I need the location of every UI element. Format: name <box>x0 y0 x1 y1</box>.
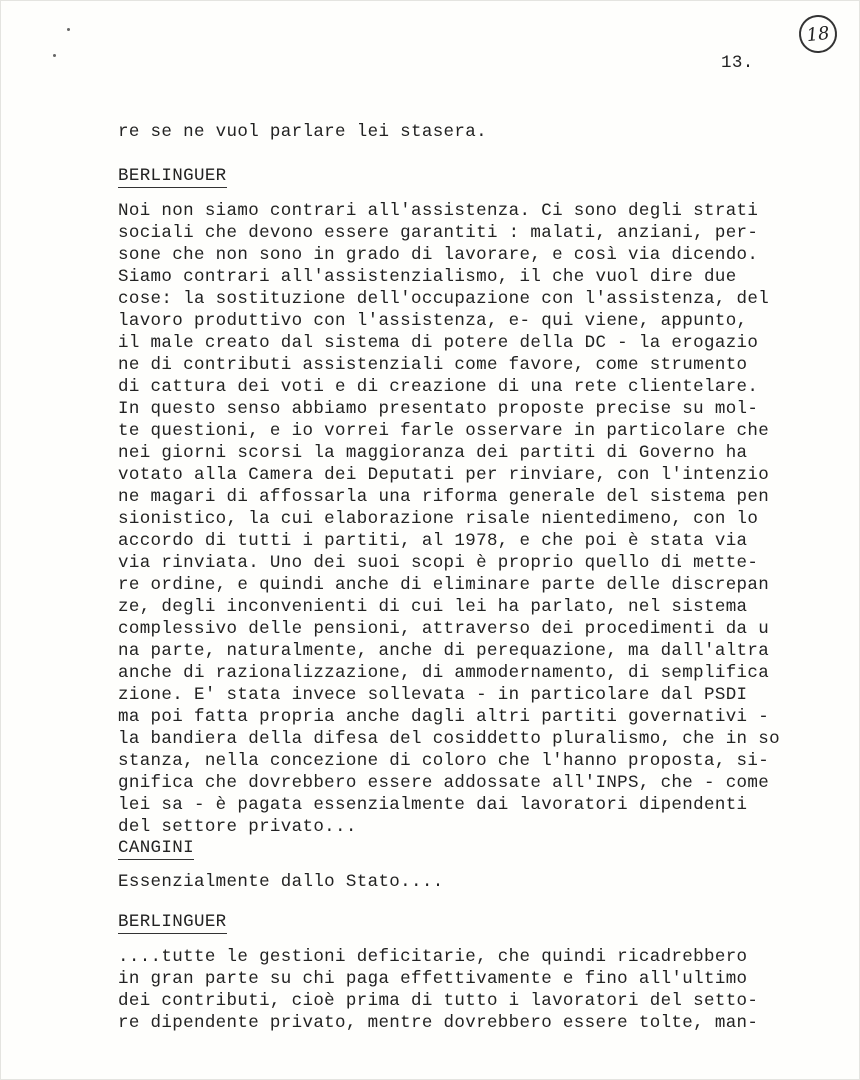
text-line: la bandiera della difesa del cosiddetto pluralismo, che in so <box>118 729 780 749</box>
text-line: Noi non siamo contrari all'assistenza. Ci sono degli strati <box>118 201 759 221</box>
speck <box>53 54 56 57</box>
stamp-number: 18 <box>805 22 831 46</box>
speaker-label: BERLINGUER <box>118 166 227 186</box>
text-line: nei giorni scorsi la maggioranza dei partiti di Governo ha <box>118 443 748 463</box>
opening-line: re se ne vuol parlare lei stasera. <box>118 122 487 142</box>
speaker-label: CANGINI <box>118 838 194 858</box>
text-line: ne magari di affossarla una riforma generale del sistema pen <box>118 487 770 507</box>
page-number: 13. <box>721 53 754 73</box>
text-line: Essenzialmente dallo Stato.... <box>118 872 444 892</box>
text-line: te questioni, e io vorrei farle osservare in particolare che <box>118 421 770 441</box>
text-line: dei contributi, cioè prima di tutto i lavoratori del setto- <box>118 991 759 1011</box>
text-line: ne di contributi assistenziali come favore, come strumento <box>118 355 748 375</box>
text-line: il male creato dal sistema di potere della DC - la erogazio <box>118 333 759 353</box>
text-line: del settore privato... <box>118 817 357 837</box>
text-line: re dipendente privato, mentre dovrebbero essere tolte, man- <box>118 1013 759 1033</box>
text-line: complessivo delle pensioni, attraverso dei procedimenti da u <box>118 619 770 639</box>
speck <box>67 28 70 31</box>
text-line: via rinviata. Uno dei suoi scopi è proprio quello di mette- <box>118 553 759 573</box>
text-line: stanza, nella concezione di coloro che l'hanno proposta, si- <box>118 751 770 771</box>
text-line: accordo di tutti i partiti, al 1978, e che poi è stata via <box>118 531 748 551</box>
text-line: cose: la sostituzione dell'occupazione con l'assistenza, del <box>118 289 770 309</box>
text-line: na parte, naturalmente, anche di perequazione, ma dall'altra <box>118 641 770 661</box>
text-line: zione. E' stata invece sollevata - in particolare dal PSDI <box>118 685 748 705</box>
text-line: sociali che devono essere garantiti : malati, anziani, per- <box>118 223 759 243</box>
text-line: in gran parte su chi paga effettivamente e fino all'ultimo <box>118 969 748 989</box>
text-line: lei sa - è pagata essenzialmente dai lavoratori dipendenti <box>118 795 748 815</box>
text-line: ....tutte le gestioni deficitarie, che quindi ricadrebbero <box>118 947 748 967</box>
text-line: di cattura dei voti e di creazione di una rete clientelare. <box>118 377 759 397</box>
text-line: anche di razionalizzazione, di ammodernamento, di semplifica <box>118 663 770 683</box>
text-line: sone che non sono in grado di lavorare, e così via dicendo. <box>118 245 759 265</box>
archive-stamp <box>797 13 839 55</box>
text-line: ze, degli inconvenienti di cui lei ha parlato, nel sistema <box>118 597 748 617</box>
text-line: sionistico, la cui elaborazione risale nientedimeno, con lo <box>118 509 759 529</box>
text-line: re ordine, e quindi anche di eliminare parte delle discrepan <box>118 575 770 595</box>
text-line: Siamo contrari all'assistenzialismo, il che vuol dire due <box>118 267 737 287</box>
text-line: ma poi fatta propria anche dagli altri partiti governativi - <box>118 707 770 727</box>
text-line: gnifica che dovrebbero essere addossate all'INPS, che - come <box>118 773 770 793</box>
text-line: In questo senso abbiamo presentato proposte precise su mol- <box>118 399 759 419</box>
speaker-label: BERLINGUER <box>118 912 227 932</box>
text-line: lavoro produttivo con l'assistenza, e- qui viene, appunto, <box>118 311 748 331</box>
text-line: votato alla Camera dei Deputati per rinviare, con l'intenzio <box>118 465 770 485</box>
